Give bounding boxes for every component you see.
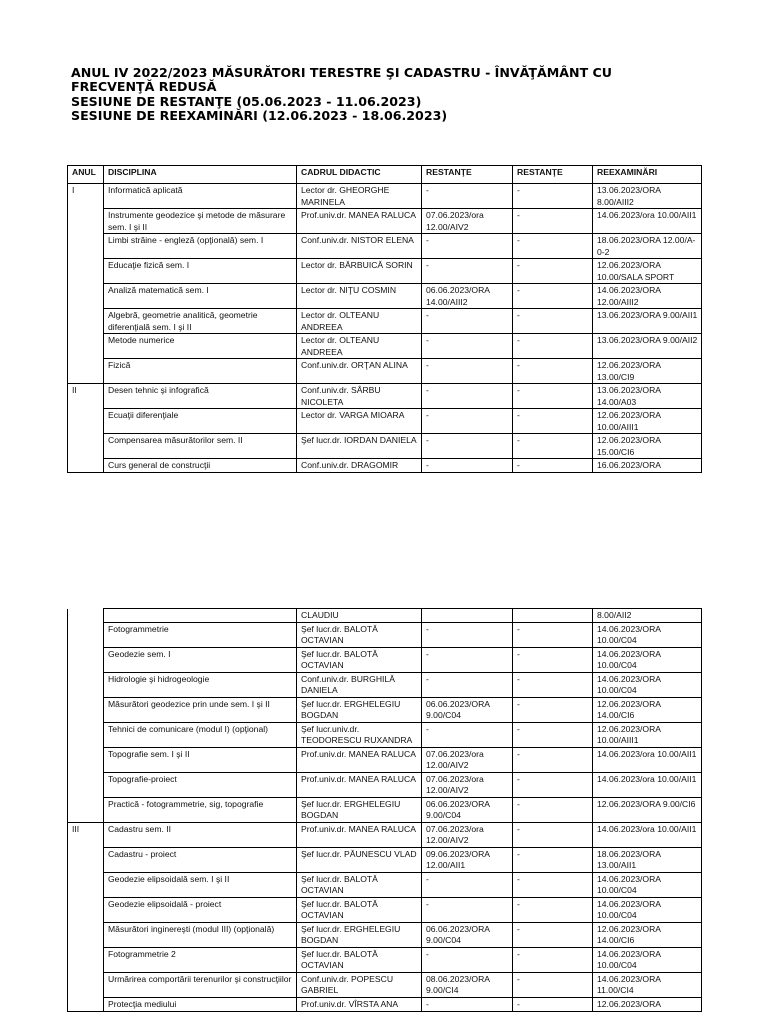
cell-cadrul-didactic: Lector dr. OLTEANU ANDREEA [297,309,422,334]
cell-restante-2: - [513,284,593,309]
cell-restante-1: - [422,234,513,259]
cell-restante-2: - [513,722,593,747]
cell-restante-1: - [422,647,513,672]
cell-year [68,747,104,772]
cell-restante-1: 07.06.2023/ora 12.00/AIV2 [422,747,513,772]
cell-restante-1: 06.06.2023/ORA 14.00/AIII2 [422,284,513,309]
cell-restante-2: - [513,647,593,672]
cell-reexaminari: 18.06.2023/ORA 13.00/AII1 [593,847,702,872]
cell-restante-1: - [422,947,513,972]
table-row [68,872,702,897]
cell-disciplina: Măsurători geodezice prin unde sem. I şi II [104,697,297,722]
cell-restante-1: 07.06.2023/ora 12.00/AIV2 [422,772,513,797]
cell-restante-2: - [513,997,593,1011]
cell-cadrul-didactic: Şef lucr.dr. BALOTĂ OCTAVIAN [297,622,422,647]
cell-disciplina: Practică - fotogrammetrie, sig, topografie [104,797,297,822]
table-row [68,822,702,847]
cell-restante-2: - [513,822,593,847]
cell-year [68,772,104,797]
cell-disciplina: Geodezie sem. I [104,647,297,672]
header-line-4: SESIUNE DE REEXAMINĂRI (12.06.2023 - 18.06.2023) [71,108,448,124]
cell-reexaminari: 12.06.2023/ORA 9.00/CI6 [593,797,702,822]
cell-cadrul-didactic: Conf.univ.dr. BURGHILĂ DANIELA [297,672,422,697]
cell-restante-2: - [513,847,593,872]
cell-cadrul-didactic: Conf.univ.dr. SÂRBU NICOLETA [297,384,422,409]
cell-cadrul-didactic: Prof.univ.dr. MANEA RALUCA [297,772,422,797]
cell-restante-2: - [513,972,593,997]
cell-restante-1: - [422,434,513,459]
cell-disciplina: Algebră, geometrie analitică, geometrie diferenţială sem. I şi II [104,309,297,334]
cell-year [68,697,104,722]
cell-cadrul-didactic: Conf.univ.dr. NISTOR ELENA [297,234,422,259]
cell-restante-2: - [513,459,593,473]
cell-restante-1: - [422,259,513,284]
cell-restante-2: - [513,947,593,972]
cell-cadrul-didactic: Şef lucr.dr. BALOTĂ OCTAVIAN [297,897,422,922]
cell-restante-2: - [513,872,593,897]
cell-disciplina: Topografie sem. I şi II [104,747,297,772]
cell-reexaminari: 14.06.2023/ORA 11.00/CI4 [593,972,702,997]
cell-year [68,609,104,623]
cell-year: III [68,822,104,847]
cell-reexaminari: 18.06.2023/ORA 12.00/A-0-2 [593,234,702,259]
cell-year [68,897,104,922]
cell-reexaminari: 14.06.2023/ORA 10.00/C04 [593,647,702,672]
table-row [68,459,702,473]
cell-restante-2: - [513,384,593,409]
cell-restante-1: 06.06.2023/ORA 9.00/C04 [422,697,513,722]
cell-cadrul-didactic: Lector dr. VARGA MIOARA [297,409,422,434]
cell-disciplina [104,609,297,623]
cell-disciplina: Fotogrammetrie [104,622,297,647]
cell-cadrul-didactic: Şef lucr.dr. PĂUNESCU VLAD [297,847,422,872]
table-row [68,772,702,797]
cell-cadrul-didactic: Şef lucr.dr. ERGHELEGIU BOGDAN [297,697,422,722]
cell-cadrul-didactic: Prof.univ.dr. VÎRSTA ANA [297,997,422,1011]
cell-reexaminari: 12.06.2023/ORA 15.00/CI6 [593,434,702,459]
cell-restante-2: - [513,622,593,647]
cell-cadrul-didactic: Şef lucr.dr. BALOTĂ OCTAVIAN [297,647,422,672]
cell-year [68,234,104,259]
cell-restante-2: - [513,672,593,697]
cell-disciplina: Urmărirea comportării terenurilor şi construcţiilor [104,972,297,997]
cell-restante-2: - [513,259,593,284]
cell-cadrul-didactic: Lector dr. NIŢU COSMIN [297,284,422,309]
cell-reexaminari: 12.06.2023/ORA [593,997,702,1011]
cell-disciplina: Cadastru sem. II [104,822,297,847]
cell-year [68,459,104,473]
cell-reexaminari: 12.06.2023/ORA 14.00/CI6 [593,697,702,722]
table-row [68,897,702,922]
cell-year [68,309,104,334]
cell-reexaminari: 13.06.2023/ORA 9.00/AII1 [593,309,702,334]
cell-restante-1: - [422,334,513,359]
cell-year [68,409,104,434]
cell-restante-2: - [513,797,593,822]
table-row [68,234,702,259]
cell-restante-1: - [422,384,513,409]
cell-disciplina: Compensarea măsurătorilor sem. II [104,434,297,459]
cell-year [68,972,104,997]
cell-disciplina: Măsurători inginereşti (modul III) (opţională) [104,922,297,947]
cell-restante-1: - [422,722,513,747]
col-header-reexaminari: REEXAMINĂRI [593,166,702,184]
cell-restante-1: - [422,184,513,209]
cell-disciplina: Analiză matematică sem. I [104,284,297,309]
cell-reexaminari: 14.06.2023/ora 10.00/AII1 [593,772,702,797]
cell-restante-2: - [513,359,593,384]
cell-reexaminari: 12.06.2023/ORA 14.00/CI6 [593,922,702,947]
table-row [68,259,702,284]
cell-restante-2: - [513,897,593,922]
table-row [68,409,702,434]
cell-reexaminari: 14.06.2023/ora 10.00/AII1 [593,209,702,234]
schedule-table-page2 [67,608,702,1012]
cell-cadrul-didactic: Şef lucr.dr. IORDAN DANIELA [297,434,422,459]
cell-reexaminari: 14.06.2023/ORA 10.00/C04 [593,897,702,922]
cell-year: I [68,184,104,209]
table-row [68,359,702,384]
cell-disciplina: Topografie-proiect [104,772,297,797]
document-header [71,66,711,124]
cell-cadrul-didactic: CLAUDIU [297,609,422,623]
cell-disciplina: Fizică [104,359,297,384]
cell-disciplina: Hidrologie şi hidrogeologie [104,672,297,697]
cell-cadrul-didactic: Prof.univ.dr. MANEA RALUCA [297,747,422,772]
table-row [68,384,702,409]
cell-cadrul-didactic: Şef lucr.univ.dr. TEODORESCU RUXANDRA [297,722,422,747]
cell-year [68,922,104,947]
cell-cadrul-didactic: Lector dr. GHEORGHE MARINELA [297,184,422,209]
cell-reexaminari: 12.06.2023/ORA 10.00/AIII1 [593,409,702,434]
cell-year [68,334,104,359]
header-line-1: ANUL IV 2022/2023 MĂSURĂTORI TERESTRE ŞI CADASTRU - ÎNVĂŢĂMÂNT CU [71,65,613,80]
cell-reexaminari: 14.06.2023/ORA 10.00/C04 [593,672,702,697]
cell-disciplina: Geodezie elipsoidală sem. I şi II [104,872,297,897]
cell-year [68,722,104,747]
cell-reexaminari: 14.06.2023/ora 10.00/AII1 [593,822,702,847]
cell-cadrul-didactic: Conf.univ.dr. ORŢAN ALINA [297,359,422,384]
cell-reexaminari: 14.06.2023/ORA 10.00/C04 [593,872,702,897]
table-row [68,209,702,234]
table-row [68,334,702,359]
cell-restante-1: - [422,359,513,384]
cell-restante-1: - [422,622,513,647]
cell-year [68,997,104,1011]
cell-restante-2: - [513,772,593,797]
cell-reexaminari: 14.06.2023/ORA 10.00/C04 [593,947,702,972]
cell-year [68,622,104,647]
col-header-cadrul-didactic: CADRUL DIDACTIC [297,166,422,184]
table-row [68,309,702,334]
table-row [68,284,702,309]
cell-restante-1: 08.06.2023/ORA 9.00/CI4 [422,972,513,997]
cell-year [68,209,104,234]
cell-disciplina: Ecuaţii diferenţiale [104,409,297,434]
cell-year [68,847,104,872]
cell-year [68,947,104,972]
cell-restante-1: - [422,672,513,697]
cell-restante-1: - [422,409,513,434]
cell-cadrul-didactic: Lector dr. BĂRBUICĂ SORIN [297,259,422,284]
cell-disciplina: Metode numerice [104,334,297,359]
cell-reexaminari: 13.06.2023/ORA 14.00/A03 [593,384,702,409]
cell-year: II [68,384,104,409]
col-header-restante-1: RESTANŢE [422,166,513,184]
cell-disciplina: Fotogrammetrie 2 [104,947,297,972]
cell-cadrul-didactic: Şef lucr.dr. ERGHELEGIU BOGDAN [297,797,422,822]
cell-restante-2: - [513,334,593,359]
cell-reexaminari: 14.06.2023/ORA 10.00/C04 [593,622,702,647]
cell-restante-2: - [513,234,593,259]
cell-restante-2: - [513,409,593,434]
cell-restante-2: - [513,434,593,459]
cell-cadrul-didactic: Conf.univ.dr. DRAGOMIR [297,459,422,473]
table-row [68,947,702,972]
table-row [68,609,702,623]
cell-reexaminari: 12.06.2023/ORA 10.00/SALA SPORT [593,259,702,284]
cell-reexaminari: 16.06.2023/ORA [593,459,702,473]
cell-disciplina: Protecţia mediului [104,997,297,1011]
col-header-disciplina: DISCIPLINA [104,166,297,184]
cell-cadrul-didactic: Şef lucr.dr. ERGHELEGIU BOGDAN [297,922,422,947]
table-row [68,797,702,822]
cell-restante-1: - [422,459,513,473]
cell-restante-1: - [422,872,513,897]
cell-reexaminari: 14.06.2023/ora 10.00/AII1 [593,747,702,772]
cell-cadrul-didactic: Şef lucr.dr. BALOTĂ OCTAVIAN [297,872,422,897]
table-row [68,184,702,209]
cell-year [68,672,104,697]
cell-restante-1: 09.06.2023/ORA 12.00/AII1 [422,847,513,872]
header-line-3: SESIUNE DE RESTANŢE (05.06.2023 - 11.06.2023) [71,93,422,109]
cell-disciplina: Limbi străine - engleză (opţională) sem. I [104,234,297,259]
table-row [68,647,702,672]
schedule-table-page1 [67,165,702,473]
cell-restante-2: - [513,309,593,334]
cell-disciplina: Cadastru - proiect [104,847,297,872]
cell-cadrul-didactic: Şef lucr.dr. BALOTĂ OCTAVIAN [297,947,422,972]
cell-year [68,647,104,672]
cell-year [68,434,104,459]
table-row [68,622,702,647]
cell-disciplina: Tehnici de comunicare (modul I) (opţional) [104,722,297,747]
table-row [68,672,702,697]
cell-restante-1: 06.06.2023/ORA 9.00/C04 [422,797,513,822]
cell-disciplina: Geodezie elipsoidală - proiect [104,897,297,922]
cell-restante-2: - [513,209,593,234]
col-header-restante-2: RESTANŢE [513,166,593,184]
cell-reexaminari: 12.06.2023/ORA 10.00/AIII1 [593,722,702,747]
header-line-2: FRECVENŢĂ REDUSĂ [71,79,217,95]
cell-disciplina: Desen tehnic şi infografică [104,384,297,409]
cell-restante-1: - [422,997,513,1011]
cell-restante-2: - [513,184,593,209]
cell-disciplina: Instrumente geodezice şi metode de măsurare sem. I şi II [104,209,297,234]
table-row [68,847,702,872]
cell-restante-1: - [422,897,513,922]
table-row [68,997,702,1011]
cell-restante-2: - [513,697,593,722]
cell-restante-2: - [513,747,593,772]
cell-cadrul-didactic: Conf.univ.dr. POPESCU GABRIEL [297,972,422,997]
cell-year [68,797,104,822]
table-row [68,747,702,772]
cell-reexaminari: 13.06.2023/ORA 9.00/AII2 [593,334,702,359]
col-header-anul: ANUL [68,166,104,184]
cell-restante-1: 07.06.2023/ora 12.00/AIV2 [422,822,513,847]
table-row [68,922,702,947]
cell-year [68,359,104,384]
cell-reexaminari: 14.06.2023/ORA 12.00/AIII2 [593,284,702,309]
cell-disciplina: Educaţie fizică sem. I [104,259,297,284]
cell-disciplina: Curs general de construcţii [104,459,297,473]
cell-restante-1: 07.06.2023/ora 12.00/AIV2 [422,209,513,234]
cell-restante-1 [422,609,513,623]
table-row [68,722,702,747]
table-row [68,972,702,997]
cell-disciplina: Informatică aplicată [104,184,297,209]
cell-cadrul-didactic: Lector dr. OLTEANU ANDREEA [297,334,422,359]
cell-reexaminari: 12.06.2023/ORA 13.00/CI9 [593,359,702,384]
cell-cadrul-didactic: Prof.univ.dr. MANEA RALUCA [297,209,422,234]
table-header-row [68,166,702,184]
cell-cadrul-didactic: Prof.univ.dr. MANEA RALUCA [297,822,422,847]
cell-restante-2 [513,609,593,623]
cell-restante-1: 06.06.2023/ORA 9.00/C04 [422,922,513,947]
cell-reexaminari: 8.00/AII2 [593,609,702,623]
table-row [68,434,702,459]
cell-reexaminari: 13.06.2023/ORA 8.00/AIII2 [593,184,702,209]
cell-year [68,284,104,309]
table-row [68,697,702,722]
cell-year [68,872,104,897]
cell-year [68,259,104,284]
cell-restante-2: - [513,922,593,947]
cell-restante-1: - [422,309,513,334]
